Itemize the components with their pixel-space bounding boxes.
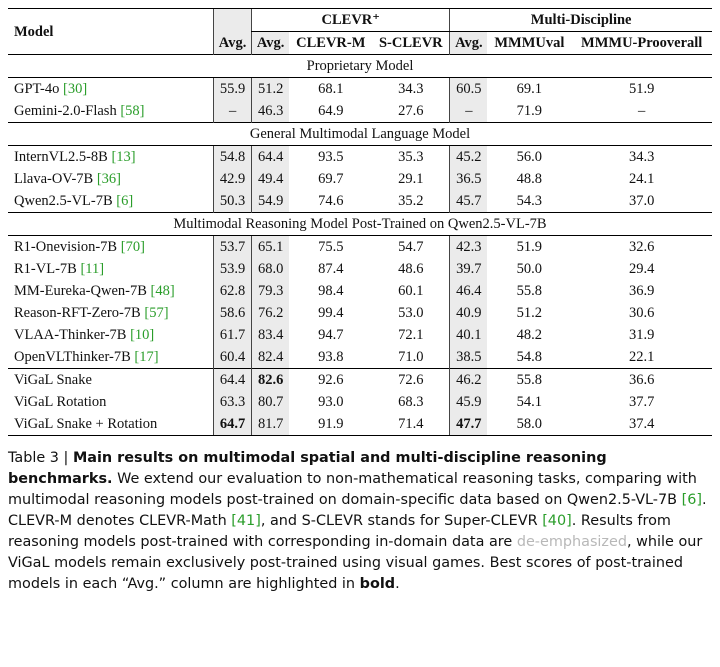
model-name-cell bbox=[8, 190, 214, 213]
value-cell: 54.8 bbox=[214, 146, 252, 169]
citation-link[interactable]: [17] bbox=[134, 349, 159, 365]
value-cell: 98.4 bbox=[318, 283, 344, 299]
value-cell: 87.4 bbox=[318, 261, 344, 277]
model-name: InternVL2.5-8B bbox=[14, 149, 108, 165]
model-name: Llava-OV-7B bbox=[14, 171, 94, 187]
value-cell: 64.4 bbox=[214, 369, 252, 392]
clevr-group-header: CLEVR⁺ bbox=[252, 9, 450, 32]
value-cell: 54.3 bbox=[516, 193, 543, 209]
table-row bbox=[8, 302, 712, 324]
value-cell: 92.6 bbox=[289, 369, 372, 392]
model-name: VLAA-Thinker-7B bbox=[14, 327, 127, 343]
value-cell: 36.9 bbox=[628, 283, 655, 299]
value-cell: 76.2 bbox=[252, 302, 290, 324]
value-cell: 51.2 bbox=[252, 78, 290, 101]
col-header-mmmu-val: MMMUval bbox=[494, 35, 565, 51]
model-name: ViGaL Rotation bbox=[14, 394, 107, 410]
model-name-cell bbox=[8, 236, 214, 259]
citation-link[interactable]: [58] bbox=[120, 103, 145, 119]
value-cell: 54.1 bbox=[516, 394, 543, 410]
value-cell: 22.1 bbox=[628, 349, 655, 365]
value-cell: 60.4 bbox=[214, 346, 252, 369]
value-cell: 51.9 bbox=[571, 78, 712, 101]
col-header-avg: Avg. bbox=[214, 32, 252, 55]
caption-text-6: . bbox=[395, 576, 400, 592]
value-cell: 54.7 bbox=[372, 236, 449, 259]
model-name: ViGaL Snake bbox=[8, 369, 214, 392]
value-cell: 91.9 bbox=[289, 413, 372, 436]
value-cell: 30.6 bbox=[628, 305, 655, 321]
model-name: MM-Eureka-Qwen-7B bbox=[14, 283, 147, 299]
value-cell: 55.8 bbox=[516, 283, 543, 299]
value-cell: 61.7 bbox=[214, 324, 252, 346]
value-cell: 42.9 bbox=[214, 168, 252, 190]
table-body bbox=[8, 55, 712, 436]
model-name: Reason-RFT-Zero-7B bbox=[14, 305, 141, 321]
value-cell: 53.0 bbox=[398, 305, 424, 321]
value-cell: 29.4 bbox=[628, 261, 655, 277]
value-cell: – bbox=[450, 100, 488, 123]
value-cell: 48.6 bbox=[398, 261, 424, 277]
value-cell: 69.1 bbox=[487, 78, 571, 101]
table-row bbox=[8, 236, 712, 259]
section-header-row bbox=[8, 123, 712, 146]
value-cell: 94.7 bbox=[318, 327, 344, 343]
caption-text-4: . Results from reasoning models post-trained with corresponding in-domain data are bbox=[8, 513, 671, 550]
citation-link[interactable]: [6] bbox=[116, 193, 134, 209]
value-cell: 34.3 bbox=[571, 146, 712, 169]
value-cell: 72.1 bbox=[398, 327, 424, 343]
table-row-ours bbox=[8, 413, 712, 436]
value-cell: 53.9 bbox=[214, 258, 252, 280]
value-cell: 51.2 bbox=[516, 305, 543, 321]
value-cell: 99.4 bbox=[318, 305, 344, 321]
value-cell: 64.7 bbox=[214, 413, 252, 436]
value-cell: 49.4 bbox=[252, 168, 290, 190]
value-cell: 68.1 bbox=[289, 78, 372, 101]
caption-text-3: , and S-CLEVR stands for Super-CLEVR bbox=[260, 513, 538, 529]
value-cell: 93.8 bbox=[318, 349, 344, 365]
model-name-cell bbox=[8, 346, 214, 369]
value-cell: 29.1 bbox=[398, 171, 424, 187]
caption-deemph-word: de-emphasized bbox=[516, 534, 627, 550]
value-cell: 24.1 bbox=[628, 171, 655, 187]
caption-text-2: . CLEVR-M denotes CLEVR-Math bbox=[8, 492, 707, 529]
value-cell: 50.3 bbox=[214, 190, 252, 213]
value-cell: 82.4 bbox=[252, 346, 290, 369]
value-cell: 53.7 bbox=[214, 236, 252, 259]
value-cell: 34.3 bbox=[372, 78, 449, 101]
value-cell: 63.3 bbox=[214, 391, 252, 413]
model-name-cell bbox=[8, 168, 214, 190]
citation-link[interactable]: [48] bbox=[150, 283, 175, 299]
value-cell: – bbox=[214, 100, 252, 123]
caption-cite-3[interactable]: [40] bbox=[542, 513, 572, 529]
col-header-mmmu-pro: MMMU-Prooverall bbox=[581, 35, 703, 51]
table-row bbox=[8, 100, 712, 123]
model-name: R1-VL-7B bbox=[14, 261, 77, 277]
value-cell: 74.6 bbox=[318, 193, 344, 209]
value-cell: 68.0 bbox=[252, 258, 290, 280]
value-cell: 35.3 bbox=[372, 146, 449, 169]
value-cell: 37.0 bbox=[628, 193, 655, 209]
value-cell: 37.7 bbox=[628, 394, 655, 410]
table-row bbox=[8, 346, 712, 369]
value-cell: 58.6 bbox=[214, 302, 252, 324]
value-cell: 68.3 bbox=[398, 394, 424, 410]
model-header: Model bbox=[8, 9, 214, 55]
value-cell: 45.9 bbox=[450, 391, 488, 413]
col-header-s-clevr: S-CLEVR bbox=[378, 35, 443, 51]
results-table bbox=[8, 8, 712, 436]
col-header-clevr-avg: Avg. bbox=[252, 32, 290, 55]
value-cell: 32.6 bbox=[571, 236, 712, 259]
model-name: R1-Onevision-7B bbox=[14, 239, 118, 255]
section-header-row bbox=[8, 55, 712, 78]
table-row-ours bbox=[8, 369, 712, 392]
value-cell: 36.6 bbox=[571, 369, 712, 392]
table-caption bbox=[8, 448, 712, 595]
section-title: Proprietary Model bbox=[8, 55, 712, 78]
value-cell: 48.8 bbox=[516, 171, 543, 187]
value-cell: 46.2 bbox=[450, 369, 488, 392]
caption-cite-1[interactable]: [6] bbox=[681, 492, 702, 508]
value-cell: 37.4 bbox=[571, 413, 712, 436]
value-cell: 42.3 bbox=[450, 236, 488, 259]
section-header-row bbox=[8, 213, 712, 236]
value-cell: 35.2 bbox=[398, 193, 424, 209]
caption-title: Main results on multimodal spatial and multi-discipline reasoning benchmarks. bbox=[8, 450, 607, 487]
value-cell: 72.6 bbox=[372, 369, 449, 392]
col-header-clevr-m: CLEVR-M bbox=[296, 35, 366, 51]
value-cell: 50.0 bbox=[516, 261, 543, 277]
value-cell: 71.4 bbox=[372, 413, 449, 436]
section-title: General Multimodal Language Model bbox=[8, 123, 712, 146]
value-cell: 64.9 bbox=[318, 103, 344, 119]
value-cell: 79.3 bbox=[252, 280, 290, 302]
value-cell: 80.7 bbox=[252, 391, 290, 413]
value-cell: 71.0 bbox=[398, 349, 424, 365]
md-group-header: Multi-Discipline bbox=[450, 9, 712, 32]
value-cell: 47.7 bbox=[450, 413, 488, 436]
value-cell: 39.7 bbox=[450, 258, 488, 280]
caption-label: Table 3 | bbox=[8, 450, 69, 466]
citation-link[interactable]: [30] bbox=[63, 81, 88, 97]
value-cell: 60.5 bbox=[450, 78, 488, 101]
caption-text-5: , while our ViGaL models remain exclusively post-trained using visual games. Best scores of post-trained models in each “Avg.” column are highlighted in bbox=[8, 534, 703, 592]
value-cell: 65.1 bbox=[252, 236, 290, 259]
value-cell: 58.0 bbox=[487, 413, 571, 436]
citation-link[interactable]: [11] bbox=[80, 261, 105, 277]
caption-text-1: We extend our evaluation to non-mathematical reasoning tasks, comparing with multimodal reasoning models post-trained on domain-specific data based on Qwen2.5-VL-7B bbox=[8, 471, 697, 508]
table-row-ours bbox=[8, 391, 712, 413]
model-name: Qwen2.5-VL-7B bbox=[14, 193, 113, 209]
table-row bbox=[8, 146, 712, 169]
col-header-md-avg: Avg. bbox=[450, 32, 488, 55]
model-name-cell bbox=[8, 302, 214, 324]
value-cell: 83.4 bbox=[252, 324, 290, 346]
citation-link[interactable]: [57] bbox=[144, 305, 169, 321]
value-cell: 36.5 bbox=[450, 168, 488, 190]
value-cell: 56.0 bbox=[487, 146, 571, 169]
overall-avg-spacer bbox=[214, 9, 252, 32]
value-cell: 71.9 bbox=[516, 103, 543, 119]
model-name-cell bbox=[8, 258, 214, 280]
table-row bbox=[8, 280, 712, 302]
value-cell: 31.9 bbox=[628, 327, 655, 343]
value-cell: 60.1 bbox=[398, 283, 424, 299]
caption-cite-2[interactable]: [41] bbox=[231, 513, 261, 529]
header-row-1 bbox=[8, 9, 712, 32]
value-cell: 46.3 bbox=[252, 100, 290, 123]
paper-page bbox=[8, 0, 712, 595]
value-cell: 38.5 bbox=[450, 346, 488, 369]
table-row bbox=[8, 324, 712, 346]
value-cell: 75.5 bbox=[289, 236, 372, 259]
model-name-cell bbox=[8, 146, 214, 169]
citation-link[interactable]: [10] bbox=[130, 327, 155, 343]
table-row bbox=[8, 258, 712, 280]
value-cell: 82.6 bbox=[252, 369, 290, 392]
table-row bbox=[8, 190, 712, 213]
value-cell: 69.7 bbox=[318, 171, 344, 187]
value-cell: 64.4 bbox=[252, 146, 290, 169]
value-cell: 46.4 bbox=[450, 280, 488, 302]
value-cell: 55.9 bbox=[214, 78, 252, 101]
value-cell: 54.8 bbox=[516, 349, 543, 365]
model-name: Gemini-2.0-Flash bbox=[14, 103, 117, 119]
model-name: ViGaL Snake + Rotation bbox=[8, 413, 214, 436]
section-title: Multimodal Reasoning Model Post-Trained on Qwen2.5-VL-7B bbox=[8, 213, 712, 236]
value-cell: – bbox=[638, 103, 646, 119]
table-row bbox=[8, 78, 712, 101]
value-cell: 93.5 bbox=[289, 146, 372, 169]
value-cell: 81.7 bbox=[252, 413, 290, 436]
value-cell: 93.0 bbox=[318, 394, 344, 410]
citation-link[interactable]: [70] bbox=[120, 239, 145, 255]
model-name-cell bbox=[8, 100, 214, 123]
value-cell: 55.8 bbox=[487, 369, 571, 392]
model-name: GPT-4o bbox=[14, 81, 60, 97]
value-cell: 51.9 bbox=[487, 236, 571, 259]
model-name: OpenVLThinker-7B bbox=[14, 349, 131, 365]
model-name-cell bbox=[8, 78, 214, 101]
value-cell: 48.2 bbox=[516, 327, 543, 343]
model-name-cell bbox=[8, 324, 214, 346]
value-cell: 54.9 bbox=[252, 190, 290, 213]
model-name-cell bbox=[8, 280, 214, 302]
citation-link[interactable]: [13] bbox=[111, 149, 136, 165]
value-cell: 45.2 bbox=[450, 146, 488, 169]
value-cell: 40.9 bbox=[450, 302, 488, 324]
table-row bbox=[8, 168, 712, 190]
citation-link[interactable]: [36] bbox=[96, 171, 121, 187]
value-cell: 45.7 bbox=[450, 190, 488, 213]
value-cell: 27.6 bbox=[398, 103, 424, 119]
value-cell: 40.1 bbox=[450, 324, 488, 346]
value-cell: 62.8 bbox=[214, 280, 252, 302]
caption-bold-word: bold bbox=[359, 576, 396, 592]
